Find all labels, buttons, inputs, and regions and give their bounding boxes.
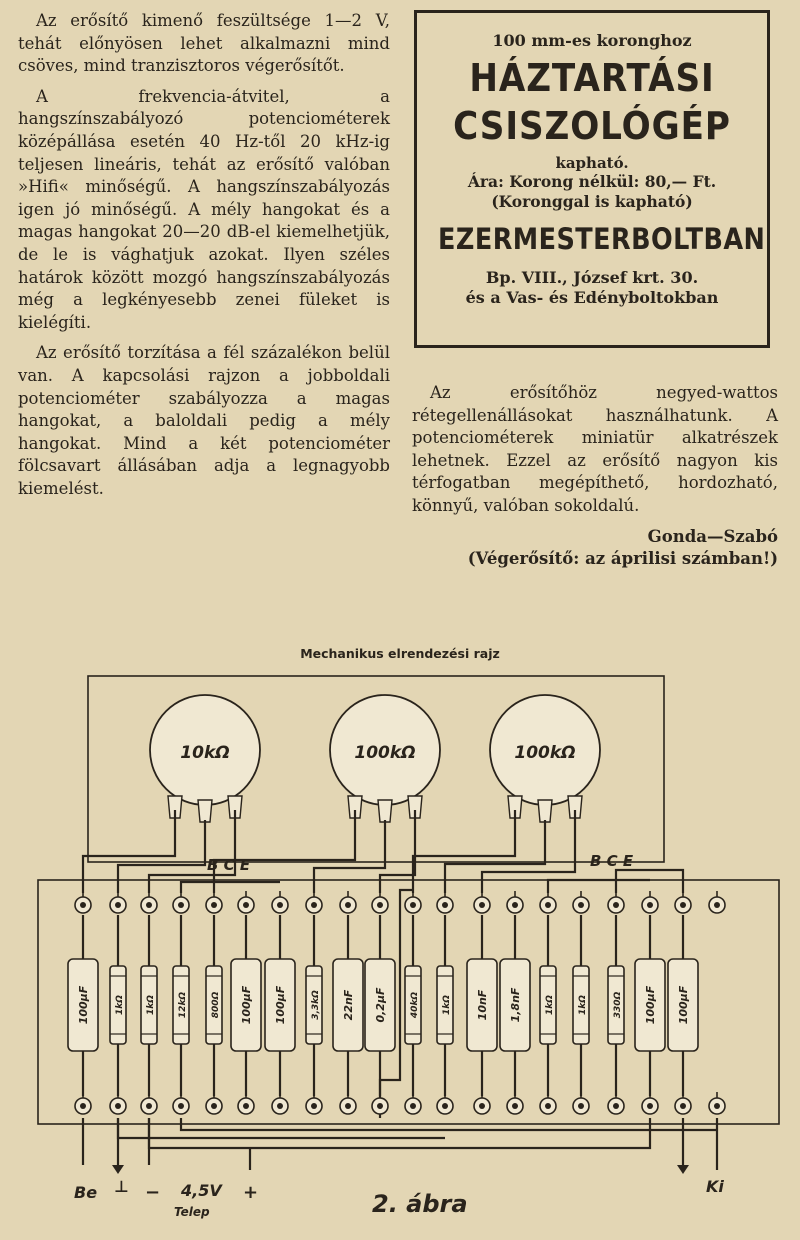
component-value-13: 10nF	[476, 989, 489, 1021]
component-value-19: 100µF	[677, 985, 690, 1025]
component-14	[500, 959, 530, 1051]
label-battery: Telep	[174, 1205, 210, 1219]
component-value-15: 1kΩ	[545, 995, 555, 1015]
component-value-11: 40kΩ	[410, 991, 420, 1019]
component-value-6: 100µF	[240, 985, 253, 1025]
component-6	[231, 959, 261, 1051]
ad-address: Bp. VIII., József krt. 30.	[485, 268, 699, 287]
label-ground: ⊥	[114, 1177, 129, 1196]
component-15	[540, 966, 556, 1044]
component-value-16: 1kΩ	[578, 995, 588, 1015]
component-18	[635, 959, 665, 1051]
article-paragraph-1: Az erősítő kimenő feszültsége 1—2 V, tehát előnyösen lehet alkalmazni mind csöves, mind tranzisztoros végerősítőt.	[18, 11, 390, 76]
component-17	[608, 966, 624, 1044]
ad-address-2: és a Vas- és Edényboltokban	[465, 288, 719, 307]
components	[68, 959, 698, 1051]
component-value-10: 0,2µF	[374, 987, 387, 1023]
transistor-leads-right: B C E	[590, 852, 634, 870]
potentiometer-value-3: 100kΩ	[514, 743, 576, 763]
article-paragraph-4: Az erősítőhöz negyed-wattos rétegellenállásokat használhatunk. A potenciométerek miniatür alkatrészek lehetnek. Ezzel az erősítő nagyon kis térfogatban megépíthető, hordozható, könnyű, valóban sokoldalú.	[412, 383, 778, 515]
component-value-9: 22nF	[342, 989, 355, 1021]
label-input: Be	[74, 1183, 98, 1202]
component-value-14: 1,8nF	[509, 987, 522, 1023]
component-19	[668, 959, 698, 1051]
article-right-column	[412, 382, 778, 571]
component-value-3: 1kΩ	[146, 995, 156, 1015]
label-output: Ki	[706, 1177, 724, 1196]
component-12	[437, 966, 453, 1044]
ad-line-disc-size: 100 mm-es koronghoz	[492, 31, 692, 50]
component-11	[405, 966, 421, 1044]
component-3	[141, 966, 157, 1044]
article-left-column	[18, 10, 390, 508]
component-13	[467, 959, 497, 1051]
component-value-17: 330Ω	[613, 991, 623, 1019]
potentiometer-1	[150, 695, 260, 822]
potentiometers	[150, 695, 600, 822]
ad-available: kapható.	[555, 154, 629, 172]
article-continuation-note: (Végerősítő: az áprilisi számban!)	[467, 549, 778, 569]
component-value-7: 100µF	[274, 985, 287, 1025]
potentiometer-value-1: 10kΩ	[180, 743, 230, 763]
potentiometer-value-2: 100kΩ	[354, 743, 416, 763]
label-plus: +	[243, 1182, 259, 1203]
component-value-8: 3,3kΩ	[311, 990, 321, 1020]
article-paragraph-2: A frekvencia-átvitel, a hangszínszabályozó potenciométerek középállása esetén 40 Hz-től 20 kHz-ig teljesen lineáris, tehát az erősítő valóban »Hifi« minőségű. A hangszínszabályozás igen jó minőségű. A mély hangokat és a magas hangokat 20—20 dB-el kiemelhetjük, de le is vághatjuk azokat. Ilyen széles határok között mozgó hangszínszabályozás még a legkényesebb zenei füleket is kielégíti.	[18, 86, 390, 332]
ad-shop-name: EZERMESTERBOLTBAN	[438, 222, 766, 256]
component-value-12: 1kΩ	[442, 995, 452, 1015]
component-5	[206, 966, 222, 1044]
component-9	[333, 959, 363, 1051]
diagram-title: Mechanikus elrendezési rajz	[300, 646, 500, 661]
ad-title-1: HÁZTARTÁSI	[469, 56, 715, 100]
component-7	[265, 959, 295, 1051]
ad-price: Ára: Korong nélkül: 80,— Ft.	[467, 172, 717, 191]
component-4	[173, 966, 189, 1044]
component-value-2: 1kΩ	[115, 995, 125, 1015]
figure-label: 2. ábra	[372, 1190, 468, 1218]
advertisement-box	[414, 10, 770, 348]
component-16	[573, 966, 589, 1044]
component-2	[110, 966, 126, 1044]
component-8	[306, 966, 322, 1044]
label-voltage: 4,5V	[181, 1181, 222, 1200]
ad-title-2: CSISZOLÓGÉP	[453, 104, 731, 148]
transistor-leads-left: B C E	[207, 856, 251, 874]
component-value-1: 100µF	[77, 985, 90, 1025]
mechanical-layout-diagram	[0, 660, 800, 1240]
article-paragraph-3: Az erősítő torzítása a fél százalékon belül van. A kapcsolási rajzon a jobboldali potenciométer szabályozza a magas hangokat, a baloldali pedig a mély hangokat. Mind a két potenciométer fölcsavart állásában adja a legnagyobb kiemelést.	[18, 343, 390, 498]
potentiometer-2	[330, 695, 440, 822]
component-1	[68, 959, 98, 1051]
ad-price-note: (Koronggal is kapható)	[491, 192, 693, 211]
label-minus: −	[145, 1182, 161, 1203]
component-value-4: 12kΩ	[178, 991, 188, 1019]
potentiometer-3	[490, 695, 600, 822]
article-authors: Gonda—Szabó	[647, 526, 778, 546]
component-10	[365, 959, 395, 1051]
component-value-18: 100µF	[644, 985, 657, 1025]
component-value-5: 800Ω	[211, 991, 221, 1019]
